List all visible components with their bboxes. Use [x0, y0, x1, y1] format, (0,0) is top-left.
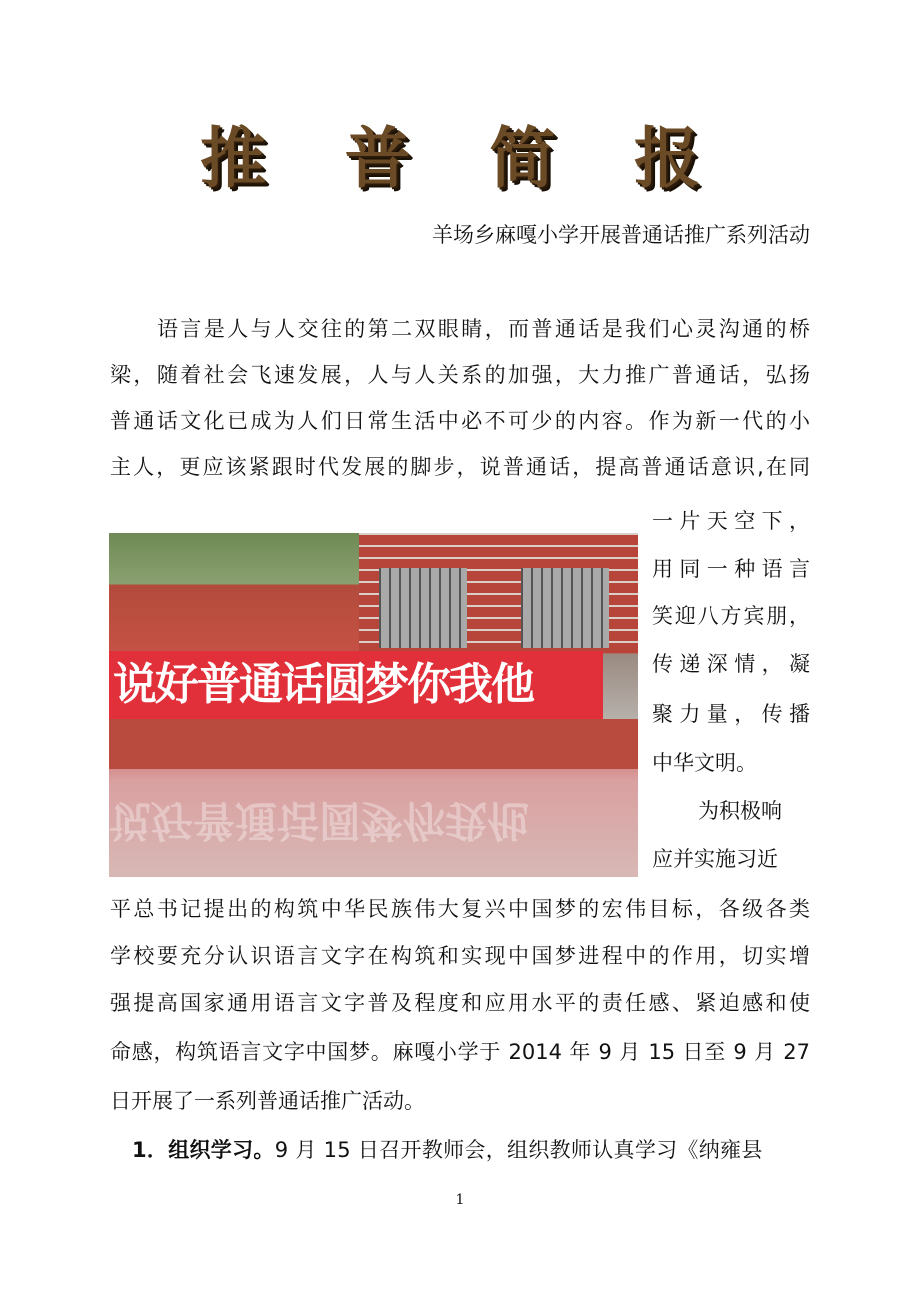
paragraph-line: 主人，更应该紧跟时代发展的脚步，说普通话，提高普通话意识,在同: [110, 455, 810, 479]
document-title: [200, 105, 700, 200]
photo-banner-reflection: 说好普通话圆梦你我他: [109, 796, 530, 845]
paragraph-line: 笑迎八方宾朋，: [652, 604, 810, 628]
photo-banner-text: 说好普通话圆梦你我他: [109, 651, 603, 719]
paragraph-line: 传递深情，凝: [652, 652, 810, 676]
title-char: 推: [200, 119, 266, 197]
paragraph-line: 命感，构筑语言文字中国梦。麻嘎小学于 2014 年 9 月 15 日至 9 月 27: [110, 1040, 810, 1064]
paragraph-line: 学校要充分认识语言文字在构筑和实现中国梦进程中的作用，切实增: [110, 944, 810, 968]
banner-photo: [109, 533, 638, 877]
title-char: 简: [489, 119, 556, 197]
paragraph-line: 用同一种语言: [652, 557, 810, 581]
paragraph-line: 平总书记提出的构筑中华民族伟大复兴中国梦的宏伟目标，各级各类: [110, 897, 810, 921]
list-item-heading: 1．组织学习。: [132, 1138, 275, 1162]
paragraph-line: 聚力量，传播: [652, 702, 810, 726]
paragraph-line: 语言是人与人交往的第二双眼睛，而普通话是我们心灵沟通的桥: [157, 317, 810, 341]
paragraph-line: 中华文明。: [652, 751, 757, 775]
list-item-1: [132, 1135, 810, 1165]
page-number: 1: [455, 1192, 465, 1208]
paragraph-line: 为积极响: [698, 799, 782, 823]
paragraph-line: 一片天空下，: [652, 509, 810, 533]
paragraph-line: 强提高国家通用语言文字普及程度和应用水平的责任感、紧迫感和使: [110, 991, 810, 1015]
list-item-text: 9 月 15 日召开教师会，组织教师认真学习《纳雍县: [274, 1138, 763, 1162]
title-char: 普: [344, 119, 411, 197]
paragraph-line: 应并实施习近: [652, 847, 778, 871]
paragraph-line: 梁，随着社会飞速发展，人与人关系的加强，大力推广普通话，弘扬: [110, 363, 810, 387]
title-char: 报: [633, 119, 700, 197]
paragraph-line: 普通话文化已成为人们日常生活中必不可少的内容。作为新一代的小: [110, 409, 810, 433]
subtitle: 羊场乡麻嘎小学开展普通话推广系列活动: [432, 223, 810, 247]
paragraph-line: 日开展了一系列普通话推广活动。: [110, 1089, 425, 1113]
